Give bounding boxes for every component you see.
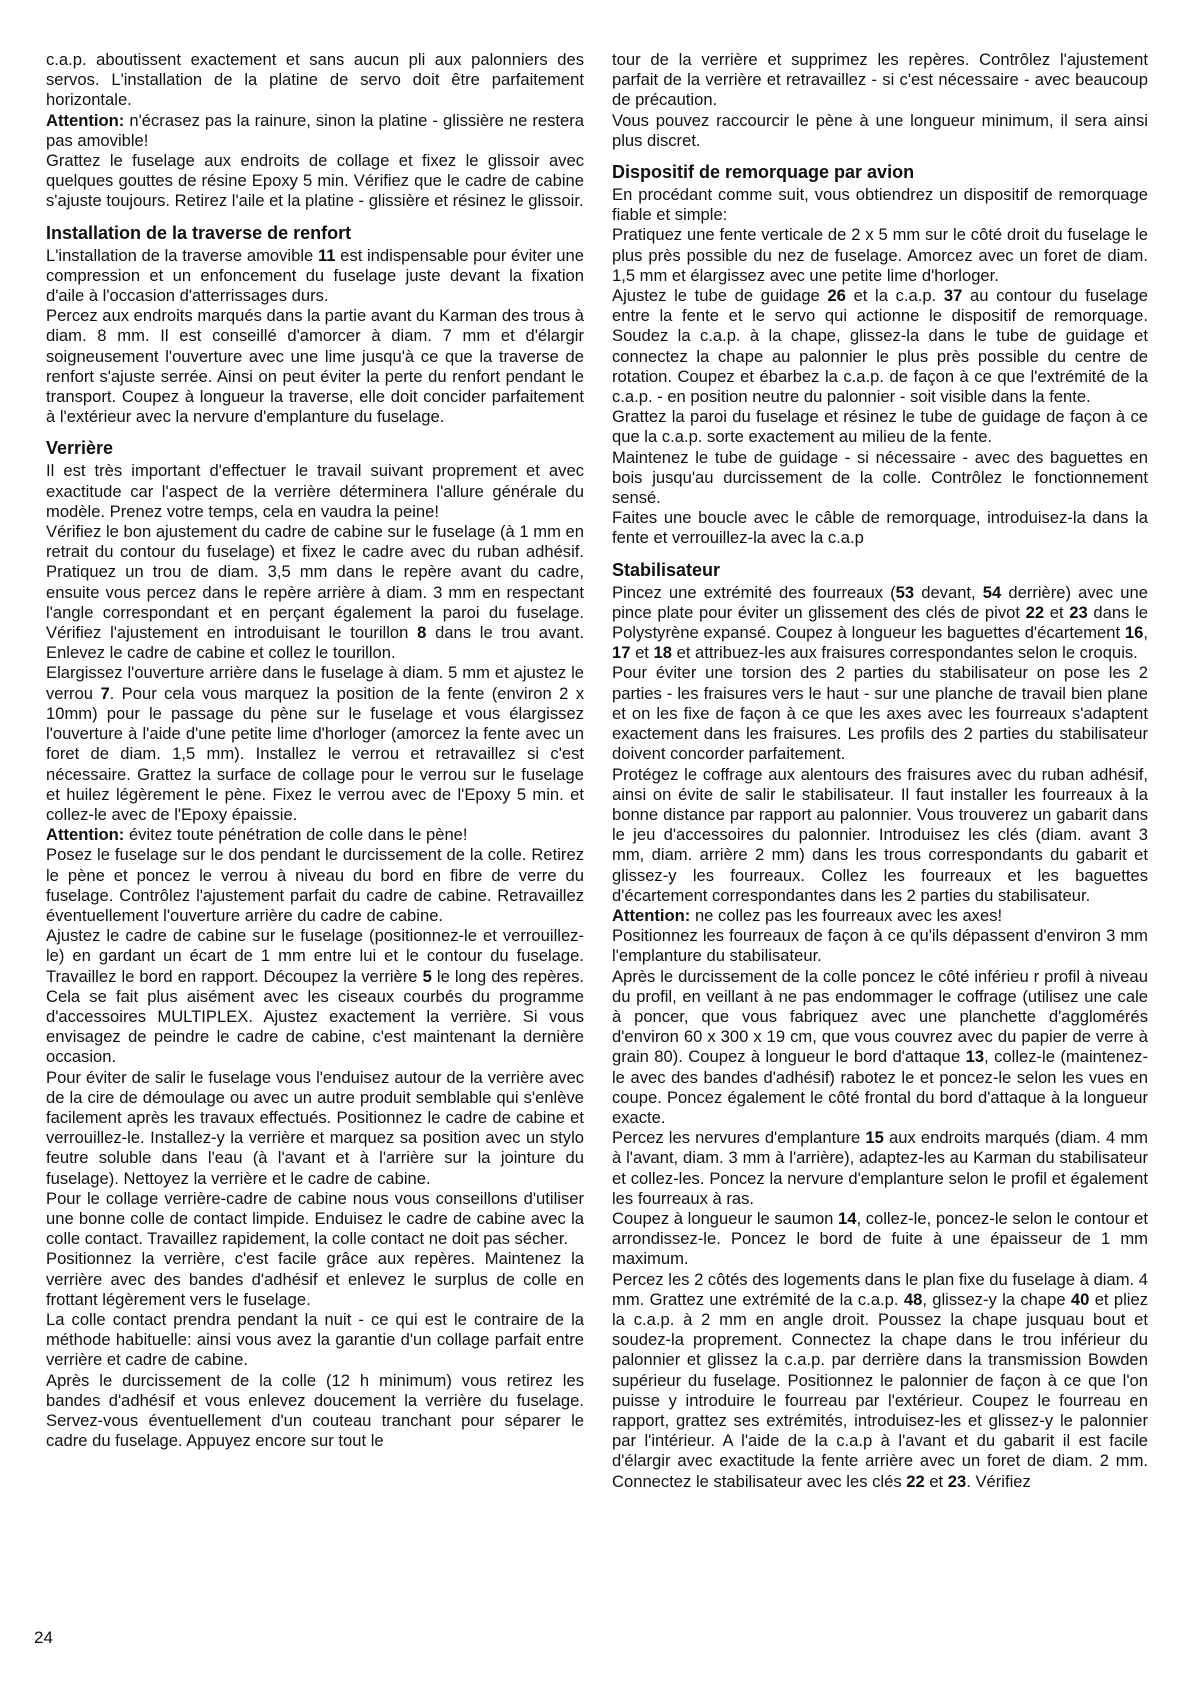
heading-remorquage: Dispositif de remorquage par avion: [612, 162, 915, 183]
paragraph: Pour éviter une torsion des 2 parties du stabilisateur on pose les 2 parties - les fraisures vers le haut - sur une planche de travail bien plane et on les fixe de façon à ce que les axes avec les fourreaux s'adaptent exactement dans les fraisures. Les profils des 2 parties du stabilisateur doivent concorder parfaitement.: [612, 663, 1148, 764]
paragraph: Ajustez le cadre de cabine sur le fuselage (positionnez-le et verrouillez-le) en gardant un écart de 1 mm entre lui et le contour du fuselage. Travaillez le bord en rapport. Découpez la verrière 5 le long des repères. Cela se fait plus aisément avec les ciseaux courbés du programme d'accessoires MULTIPLEX. Ajustez exactement la verrière. Si vous envisagez de peindre le cadre de cabine, c'est maintenant la dernière occasion.: [46, 926, 584, 1067]
paragraph: Grattez le fuselage aux endroits de collage et fixez le glissoir avec quelques gouttes de résine Epoxy 5 min. Vérifiez que le cadre de cabine s'ajuste toujours. Retirez l'aile et la platine - glissière et résinez le glissoir.: [46, 151, 584, 211]
heading-stabilisateur: Stabilisateur: [612, 559, 721, 580]
paragraph: Coupez à longueur le saumon 14, collez-le, poncez-le selon le contour et arrondissez-le. Poncez le bord de fuite à une épaisseur de 1 mm maximum.: [612, 1208, 1148, 1269]
paragraph: Protégez le coffrage aux alentours des fraisures avec du ruban adhésif, ainsi on évite de salir le stabilisateur. Il faut installer les fourreaux à la bonne distance par rapport au palonnier. Vous trouverez un gabarit dans le jeu d'accessoires du palonnier. Introduisez les clés (diam. avant 3 mm, diam. arrière 2 mm) dans les trous correspondants du gabarit et glissez-y les fourreaux. Collez les fourreaux et les baguettes d'écartement correspondantes dans les 2 parties du stabilisateur.: [612, 764, 1148, 905]
paragraph: Elargissez l'ouverture arrière dans le fuselage à diam. 5 mm et ajustez le verrou 7. Pour cela vous marquez la position de la fente (environ 2 x 10mm) pour le passage du pène sur le fuselage et vous élargissez l'ouverture à l'aide d'une petite lime d'horloger (amorcez la fente avec un foret de diam. 1,5 mm). Installez le verrou et retravaillez si c'est nécessaire. Grattez la surface de collage pour le verrou sur le fuselage et huilez légèrement le pène. Fixez le verrou avec de l'Epoxy 5 min. et collez-le avec de l'Epoxy épaissie.: [46, 663, 584, 824]
paragraph: Posez le fuselage sur le dos pendant le durcissement de la colle. Retirez le pène et poncez le verrou à niveau du bord en fibre de verre du fuselage. Contrôlez l'ajustement parfait du cadre de cabine. Retravaillez éventuellement l'ouverture arrière du cadre de cabine.: [46, 845, 584, 925]
paragraph: Attention: ne collez pas les fourreaux avec les axes!: [612, 905, 1003, 925]
paragraph: Positionnez les fourreaux de façon à ce qu'ils dépassent d'environ 3 mm l'emplanture du stabilisateur.: [612, 926, 1148, 966]
paragraph: Pour le collage verrière-cadre de cabine nous vous conseillons d'utiliser une bonne colle de contact limpide. Enduisez le cadre de cabine avec la colle contact. Travaillez rapidement, la colle contact ne doit pas sécher.: [46, 1188, 584, 1249]
paragraph: tour de la verrière et supprimez les repères. Contrôlez l'ajustement parfait de la verrière et retravaillez - si c'est nécessaire - avec beaucoup de précaution.: [612, 50, 1148, 110]
paragraph: Positionnez la verrière, c'est facile grâce aux repères. Maintenez la verrière avec des bandes d'adhésif et enlevez le surplus de colle en frottant légèrement vers le fuselage.: [46, 1249, 584, 1309]
paragraph: Il est très important d'effectuer le travail suivant proprement et avec exactitude car l'aspect de la verrière déterminera l'allure générale du modèle. Prenez votre temps, cela en vaudra la peine!: [46, 461, 584, 521]
attention-label: Attention:: [46, 110, 125, 130]
paragraph: Maintenez le tube de guidage - si nécessaire - avec des baguettes en bois jusqu'au durcissement de la colle. Contrôlez le fonctionnement sensé.: [612, 447, 1148, 508]
attention-label: Attention:: [46, 825, 125, 845]
paragraph: Ajustez le tube de guidage 26 et la c.a.p. 37 au contour du fuselage entre la fente et le servo qui actionne le dispositif de remorquage. Soudez la c.a.p. à la chape, glissez-la dans le tube de guidage et connectez la chape au palonnier le plus près possible du centre de rotation. Coupez et ébarbez la c.a.p. de façon à ce que l'extrémité de la c.a.p. - en position neutre du palonnier - soit visible dans la fente.: [612, 286, 1148, 407]
paragraph: Vérifiez le bon ajustement du cadre de cabine sur le fuselage (à 1 mm en retrait du contour du fuselage) et fixez le cadre avec du ruban adhésif. Pratiquez un trou de diam. 3,5 mm dans le repère avant du cadre, ensuite vous percez dans le repère arrière à diam. 3 mm en respectant l'angle correspondant et en perçant également la paroi du fuselage. Vérifiez l'ajustement en introduisant le tourillon 8 dans le trou avant. Enlevez le cadre de cabine et collez le tourillon.: [46, 522, 584, 663]
paragraph: La colle contact prendra pendant la nuit - ce qui est le contraire de la méthode habituelle: ainsi vous avez la garantie d'un collage parfait entre verrière et cadre de cabine.: [46, 1309, 584, 1370]
paragraph: L'installation de la traverse amovible 11 est indispensable pour éviter une compression et un enfoncement du fuselage juste devant la fixation d'aile à l'occasion d'atterrissages durs.: [46, 245, 584, 306]
paragraph: Pincez une extrémité des fourreaux (53 devant, 54 derrière) avec une pince plate pour éviter un glissement des clés de pivot 22 et 23 dans le Polystyrène expansé. Coupez à longueur les baguettes d'écartement 16, 17 et 18 et attribuez-les aux fraisures correspondantes selon le croquis.: [612, 582, 1148, 663]
right-column: [612, 50, 1148, 1492]
heading-verriere: Verrière: [46, 438, 114, 459]
paragraph: Attention: évitez toute pénétration de colle dans le pène!: [46, 825, 468, 845]
paragraph: Percez les nervures d'emplanture 15 aux endroits marqués (diam. 4 mm à l'avant, diam. 3 mm à l'arrière), adaptez-les au Karman du stabilisateur et collez-les. Poncez la nervure d'emplanture selon le profil et également les fourreaux à ras.: [612, 1128, 1148, 1208]
paragraph: Après le durcissement de la colle (12 h minimum) vous retirez les bandes d'adhésif et vous enlevez doucement la verrière du fuselage. Servez-vous éventuellement d'un couteau tranchant pour séparer le cadre du fuselage. Appuyez encore sur tout le: [46, 1370, 584, 1451]
attention-label: Attention:: [612, 905, 691, 925]
paragraph: Après le durcissement de la colle poncez le côté inférieu r profil à niveau du profil, en veillant à ne pas endommager le coffrage (utilisez une cale à poncer, que vous fabriquez avec une planchette d'agglomérés d'environ 60 x 300 x 19 cm, que vous couvrez avec du papier de verre à grain 80). Coupez à longueur le bord d'attaque 13, collez-le (maintenez-le avec des bandes d'adhésif) rabotez le et poncez-le selon les vues en coupe. Poncez également le côté frontal du bord d'attaque à la longueur exacte.: [612, 966, 1148, 1127]
paragraph: c.a.p. aboutissent exactement et sans aucun pli aux palonniers des servos. L'installation de la platine de servo doit être parfaitement horizontale.: [46, 50, 584, 110]
page-number: 24: [34, 1628, 53, 1647]
heading-traverse-renfort: Installation de la traverse de renfort: [46, 222, 352, 243]
paragraph: Faites une boucle avec le câble de remorquage, introduisez-la dans la fente et verrouillez-la avec la c.a.p: [612, 508, 1148, 548]
left-column: [46, 50, 584, 1451]
paragraph: En procédant comme suit, vous obtiendrez un dispositif de remorquage fiable et simple:: [612, 185, 1148, 225]
paragraph: Percez les 2 côtés des logements dans le plan fixe du fuselage à diam. 4 mm. Grattez une extrémité de la c.a.p. 48, glissez-y la chape 40 et pliez la c.a.p. à 2 mm en angle droit. Poussez la chape jusquau bout et soudez-la proprement. Connectez la chape dans le trou inférieur du palonnier et glissez la c.a.p. par derrière dans la transmission Bowden supérieur du fuselage. Positionnez le palonnier de façon à ce que l'on puisse y introduire le fourreau par l'extérieur. Coupez le fourreau en rapport, grattez ses extrémités, introduisez-les et glissez-y le palonnier par l'intérieur. A l'aide de la c.a.p à l'avant et du gabarit il est facile d'élargir avec exactitude la fente arrière avec un foret de diam. 2 mm. Connectez le stabilisateur avec les clés 22 et 23. Vérifiez: [612, 1269, 1148, 1491]
paragraph: Percez aux endroits marqués dans la partie avant du Karman des trous à diam. 8 mm. Il est conseillé d'amorcer à diam. 7 mm et d'élargir soigneusement l'ouverture avec une lime jusqu'à ce que la traverse de renfort s'ajuste serrée. Ainsi on peut éviter la perte du renfort pendant le transport. Coupez à longueur la traverse, elle doit concider parfaitement à l'extérieur avec la nervure d'emplanture du fuselage.: [46, 306, 584, 427]
paragraph: Grattez la paroi du fuselage et résinez le tube de guidage de façon à ce que la c.a.p. sorte exactement au milieu de la fente.: [612, 407, 1148, 447]
paragraph: Vous pouvez raccourcir le pène à une longueur minimum, il sera ainsi plus discret.: [612, 110, 1148, 150]
paragraph: Pratiquez une fente verticale de 2 x 5 mm sur le côté droit du fuselage le plus près possible du nez de fuselage. Amorcez avec un foret de diam. 1,5 mm et élargissez avec une petite lime d'horloger.: [612, 225, 1148, 285]
paragraph: Pour éviter de salir le fuselage vous l'enduisez autour de la verrière avec de la cire de démoulage ou avec un autre produit semblable qui s'enlève facilement après les travaux effectués. Positionnez le cadre de cabine et verrouillez-le. Installez-y la verrière et marquez sa position avec un stylo feutre soluble dans l'eau (à l'avant et à l'arrière sur la jointure du fuselage). Nettoyez la verrière et le cadre de cabine.: [46, 1067, 584, 1188]
paragraph: Attention: n'écrasez pas la rainure, sinon la platine - glissière ne restera pas amovible!: [46, 110, 584, 150]
